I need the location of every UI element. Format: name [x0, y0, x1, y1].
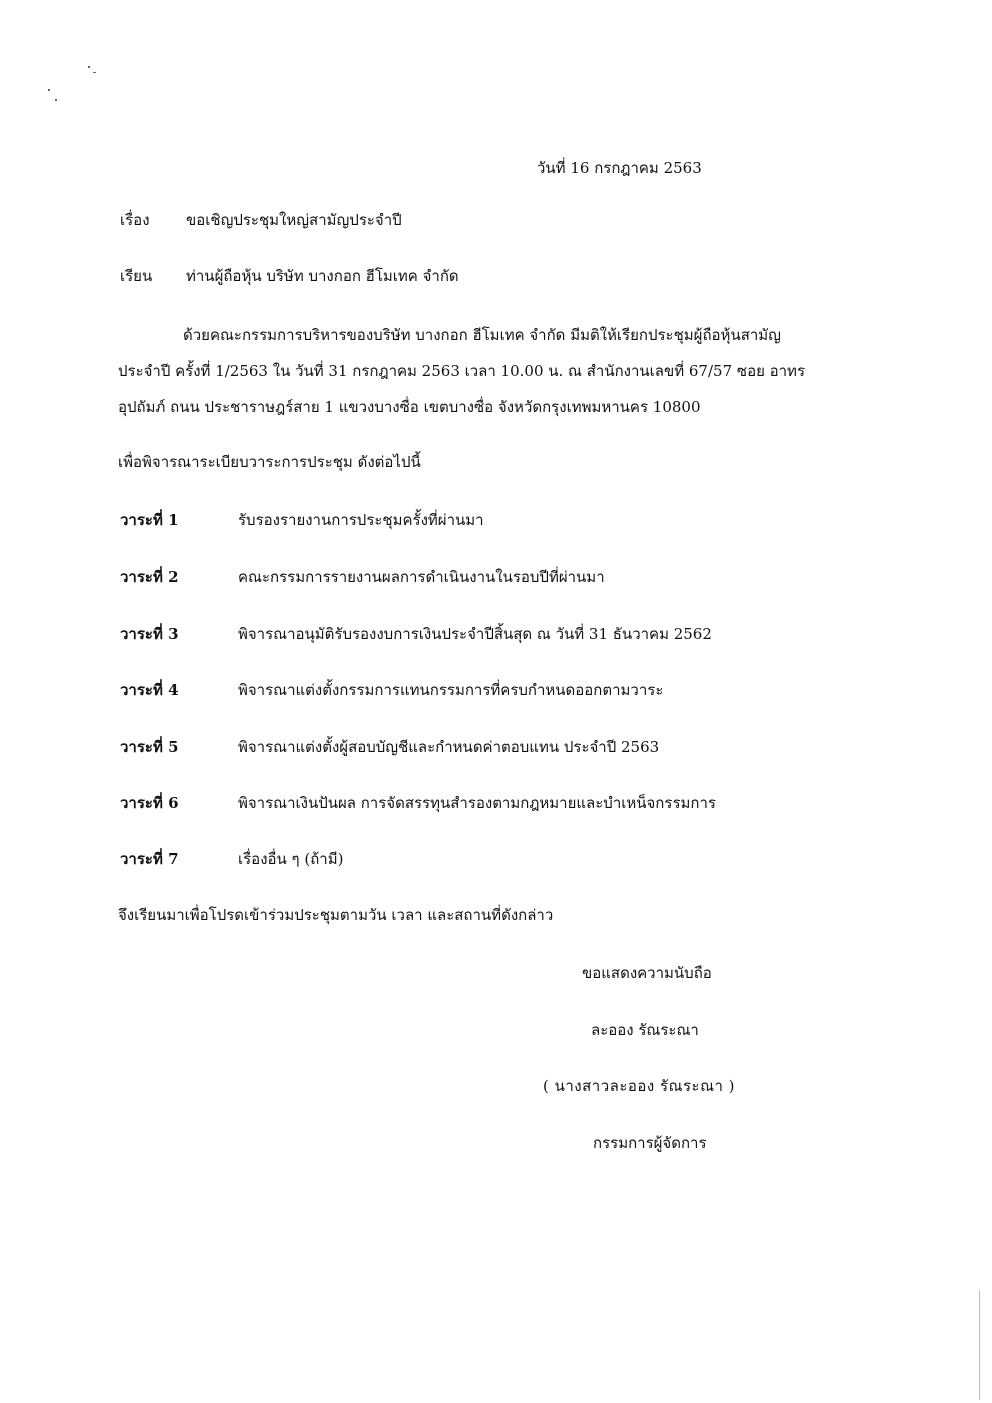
agenda-text: พิจารณาอนุมัติรับรองงบการเงินประจำปีสิ้นสุด ณ วันที่ 31 ธันวาคม 2562: [238, 625, 712, 643]
signer-title: กรรมการผู้จัดการ: [593, 1134, 707, 1152]
agenda-item: [0, 737, 992, 761]
agenda-text: เรื่องอื่น ๆ (ถ้ามี): [238, 850, 344, 868]
agenda-item: [0, 793, 992, 817]
agenda-label: วาระที่ 6: [120, 794, 179, 812]
agenda-label: วาระที่ 1: [120, 511, 179, 529]
scan-speck: [48, 89, 50, 91]
recipient-text: ท่านผู้ถือหุ้น บริษัท บางกอก ฮีโมเทค จำกัด: [186, 267, 459, 285]
agenda-item: [0, 510, 992, 534]
scan-speck: [55, 99, 57, 101]
recipient-label: เรียน: [120, 267, 153, 285]
letter-date: วันที่ 16 กรกฎาคม 2563: [537, 159, 702, 177]
agenda-label: วาระที่ 3: [120, 625, 179, 643]
regards-text: ขอแสดงความนับถือ: [582, 964, 712, 982]
body-line-3: อุปถัมภ์ ถนน ประชาราษฎร์สาย 1 แขวงบางซื่อ เขตบางซื่อ จังหวัดกรุงเทพมหานคร 10800: [118, 398, 701, 416]
subject-text: ขอเชิญประชุมใหญ่สามัญประจำปี: [186, 211, 402, 229]
scan-edge-mark: [979, 1290, 980, 1400]
body-line-1: ด้วยคณะกรรมการบริหารของบริษัท บางกอก ฮีโมเทค จำกัด มีมติให้เรียกประชุมผู้ถือหุ้นสามัญ: [183, 326, 781, 344]
agenda-text: พิจารณาเงินปันผล การจัดสรรทุนสำรองตามกฎหมายและบำเหน็จกรรมการ: [238, 794, 716, 812]
agenda-text: พิจารณาแต่งตั้งผู้สอบบัญชีและกำหนดค่าตอบแทน ประจำปี 2563: [238, 738, 660, 756]
agenda-label: วาระที่ 5: [120, 738, 179, 756]
agenda-intro: เพื่อพิจารณาระเบียบวาระการประชุม ดังต่อไปนี้: [118, 453, 421, 471]
agenda-label: วาระที่ 4: [120, 681, 179, 699]
agenda-item: [0, 567, 992, 591]
agenda-item: [0, 849, 992, 873]
signature: ละออง รัณระณา: [591, 1021, 699, 1039]
signer-full-name: ( นางสาวละออง รัณระณา ): [543, 1077, 736, 1095]
agenda-label: วาระที่ 2: [120, 568, 179, 586]
agenda-text: รับรองรายงานการประชุมครั้งที่ผ่านมา: [238, 511, 484, 529]
agenda-text: พิจารณาแต่งตั้งกรรมการแทนกรรมการที่ครบกำหนดออกตามวาระ: [238, 681, 664, 699]
scan-speck: [93, 72, 96, 73]
agenda-text: คณะกรรมการรายงานผลการดำเนินงานในรอบปีที่ผ่านมา: [238, 568, 605, 586]
scan-speck: [88, 66, 90, 68]
body-line-2: ประจำปี ครั้งที่ 1/2563 ใน วันที่ 31 กรกฎาคม 2563 เวลา 10.00 น. ณ สำนักงานเลขที่ 67/57 ซอย อาทร: [118, 362, 806, 380]
agenda-item: [0, 624, 992, 648]
closing-sentence: จึงเรียนมาเพื่อโปรดเข้าร่วมประชุมตามวัน เวลา และสถานที่ดังกล่าว: [118, 906, 554, 924]
agenda-item: [0, 680, 992, 704]
subject-label: เรื่อง: [120, 211, 150, 229]
agenda-label: วาระที่ 7: [120, 850, 179, 868]
